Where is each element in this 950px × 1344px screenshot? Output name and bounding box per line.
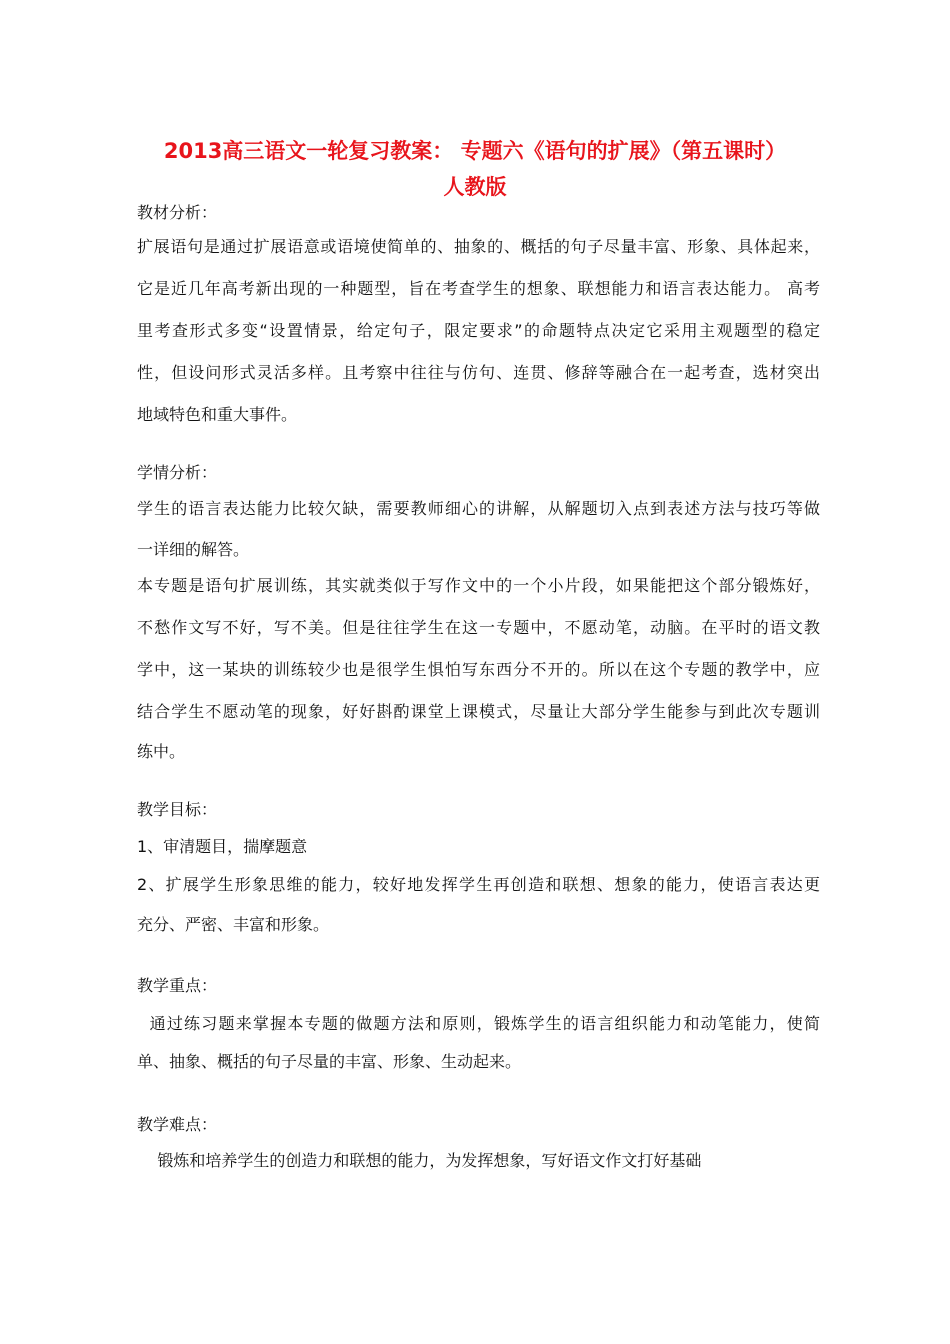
- student-paragraph-line: 学中，这一某块的训练较少也是很学生惧怕写东西分不开的。所以在这个专题的教学中，应: [137, 660, 820, 679]
- material-paragraph-line: 它是近几年高考新出现的一种题型，旨在考查学生的想象、联想能力和语言表达能力。 高考: [137, 279, 820, 298]
- heading-teaching-key-points: 教学重点：: [137, 976, 218, 995]
- student-paragraph-line: 练中。: [137, 742, 186, 761]
- key-point-paragraph-line: 单、抽象、概括的句子尽量的丰富、形象、生动起来。: [137, 1052, 522, 1071]
- goal-item: 1、审清题目，揣摩题意: [137, 837, 308, 856]
- student-paragraph-line: 本专题是语句扩展训练，其实就类似于写作文中的一个小片段，如果能把这个部分锻炼好，: [137, 576, 820, 595]
- material-paragraph-line: 扩展语句是通过扩展语意或语境使简单的、抽象的、概括的句子尽量丰富、形象、具体起来，: [137, 237, 820, 256]
- document-title-line-1: 2013高三语文一轮复习教案： 专题六《语句的扩展》（第五课时）: [163, 139, 787, 163]
- difficulty-paragraph-line: 锻炼和培养学生的创造力和联想的能力，为发挥想象，写好语文作文打好基础: [137, 1151, 702, 1170]
- material-paragraph-line: 地域特色和重大事件。: [137, 405, 298, 424]
- material-paragraph-line: 里考查形式多变“设置情景，给定句子，限定要求”的命题特点决定它采用主观题型的稳定: [137, 321, 820, 340]
- student-paragraph-line: 学生的语言表达能力比较欠缺，需要教师细心的讲解，从解题切入点到表述方法与技巧等做: [137, 499, 820, 518]
- heading-teaching-difficulties: 教学难点：: [137, 1115, 218, 1134]
- document-title-line-2: 人教版: [443, 175, 507, 199]
- student-paragraph-line: 结合学生不愿动笔的现象，好好斟酌课堂上课模式，尽量让大部分学生能参与到此次专题训: [137, 702, 820, 721]
- goal-item: 2、扩展学生形象思维的能力，较好地发挥学生再创造和联想、想象的能力，使语言表达更: [137, 875, 820, 894]
- heading-teaching-goals: 教学目标：: [137, 800, 218, 819]
- key-point-paragraph-line: 通过练习题来掌握本专题的做题方法和原则，锻炼学生的语言组织能力和动笔能力，使简: [137, 1014, 820, 1033]
- goal-item: 充分、严密、丰富和形象。: [137, 915, 330, 934]
- heading-student-analysis: 学情分析：: [137, 463, 218, 482]
- student-paragraph-line: 一详细的解答。: [137, 540, 250, 559]
- student-paragraph-line: 不愁作文写不好，写不美。但是往往学生在这一专题中，不愿动笔，动脑。在平时的语文教: [137, 618, 820, 637]
- material-paragraph-line: 性，但设问形式灵活多样。且考察中往往与仿句、连贯、修辞等融合在一起考查，选材突出: [137, 363, 820, 382]
- heading-material-analysis: 教材分析：: [137, 203, 218, 222]
